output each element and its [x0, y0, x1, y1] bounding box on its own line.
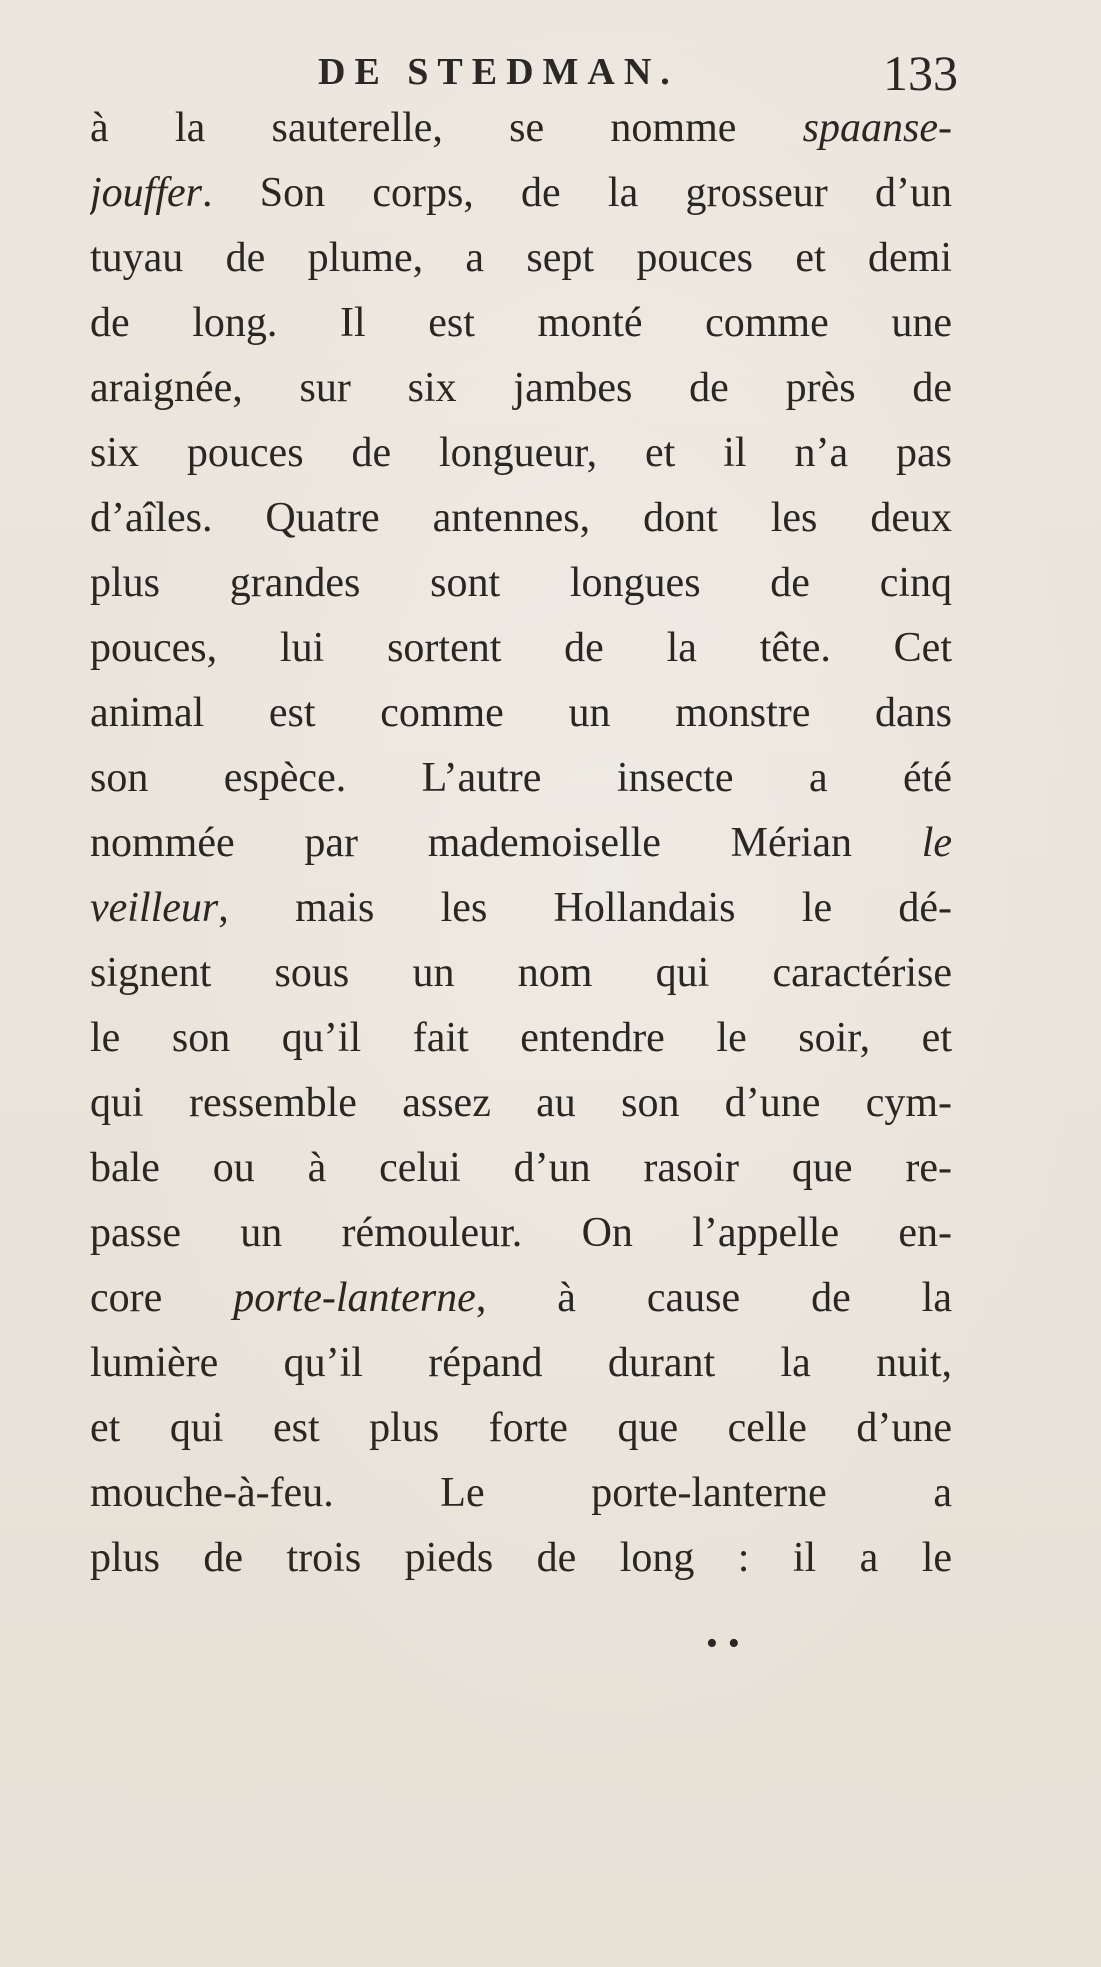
text-segment: signent sous un nom qui caractérise [90, 950, 952, 996]
text-segment: , mais les Hollandais le dé- [218, 885, 952, 931]
page-number: 133 [883, 45, 958, 101]
text-segment: de long. Il est monté comme une [90, 300, 952, 346]
text-line [90, 1266, 952, 1331]
text-line [90, 811, 952, 876]
text-segment: , à cause de la [475, 1275, 952, 1321]
text-segment: six pouces de longueur, et il n’a pas [90, 430, 952, 476]
italic-text: veilleur [90, 885, 219, 931]
text-segment: son espèce. L’autre insecte a été [90, 755, 952, 801]
text-segment: d’aîles. Quatre antennes, dont les deux [90, 495, 952, 541]
text-line [90, 616, 952, 681]
text-segment: mouche-à-feu. Le porte-lanterne a [90, 1470, 952, 1516]
text-segment: à la sauterelle, se nomme [90, 105, 803, 151]
text-segment: passe un rémouleur. On l’appelle en- [90, 1210, 952, 1256]
text-line [90, 941, 952, 1006]
text-segment: animal est comme un monstre dans [90, 690, 952, 736]
text-line [90, 161, 952, 226]
text-segment: et qui est plus forte que celle d’une [90, 1405, 952, 1451]
text-segment: araignée, sur six jambes de près de [90, 365, 952, 411]
text-segment: plus de trois pieds de long : il a le [90, 1535, 952, 1581]
text-line [90, 1526, 952, 1591]
text-segment: plus grandes sont longues de cinq [90, 560, 952, 606]
text-segment: core [90, 1275, 234, 1321]
text-segment: qui ressemble assez au son d’une cym- [90, 1080, 952, 1126]
text-segment: pouces, lui sortent de la tête. Cet [90, 625, 952, 671]
text-line [90, 226, 952, 291]
italic-text: jouffer [90, 170, 202, 216]
text-line [90, 1396, 952, 1461]
text-line [90, 356, 952, 421]
text-line [90, 1071, 952, 1136]
text-segment: nommée par mademoiselle Mérian [90, 820, 922, 866]
text-segment: bale ou à celui d’un rasoir que re- [90, 1145, 952, 1191]
text-segment: tuyau de plume, a sept pouces et demi [90, 235, 952, 281]
text-line [90, 1201, 952, 1266]
text-line [90, 291, 952, 356]
text-line [90, 876, 952, 941]
text-segment: le son qu’il fait entendre le soir, et [90, 1015, 952, 1061]
text-line [90, 1461, 952, 1526]
text-line [90, 746, 952, 811]
text-line [90, 551, 952, 616]
catchword-marks: •• [706, 1625, 750, 1662]
text-line [90, 1006, 952, 1071]
text-line [90, 681, 952, 746]
text-line [90, 1136, 952, 1201]
text-segment: . Son corps, de la grosseur d’un [202, 170, 952, 216]
text-segment: lumière qu’il répand durant la nuit, [90, 1340, 952, 1386]
italic-text: le [921, 820, 952, 866]
text-line [90, 1331, 952, 1396]
text-line [90, 96, 952, 161]
body-text [90, 96, 952, 1591]
italic-text: spaanse- [802, 105, 952, 151]
italic-text: porte-lanterne [233, 1275, 476, 1321]
text-line [90, 421, 952, 486]
running-head [318, 44, 958, 104]
running-title: DE STEDMAN. [318, 51, 679, 93]
text-line [90, 486, 952, 551]
